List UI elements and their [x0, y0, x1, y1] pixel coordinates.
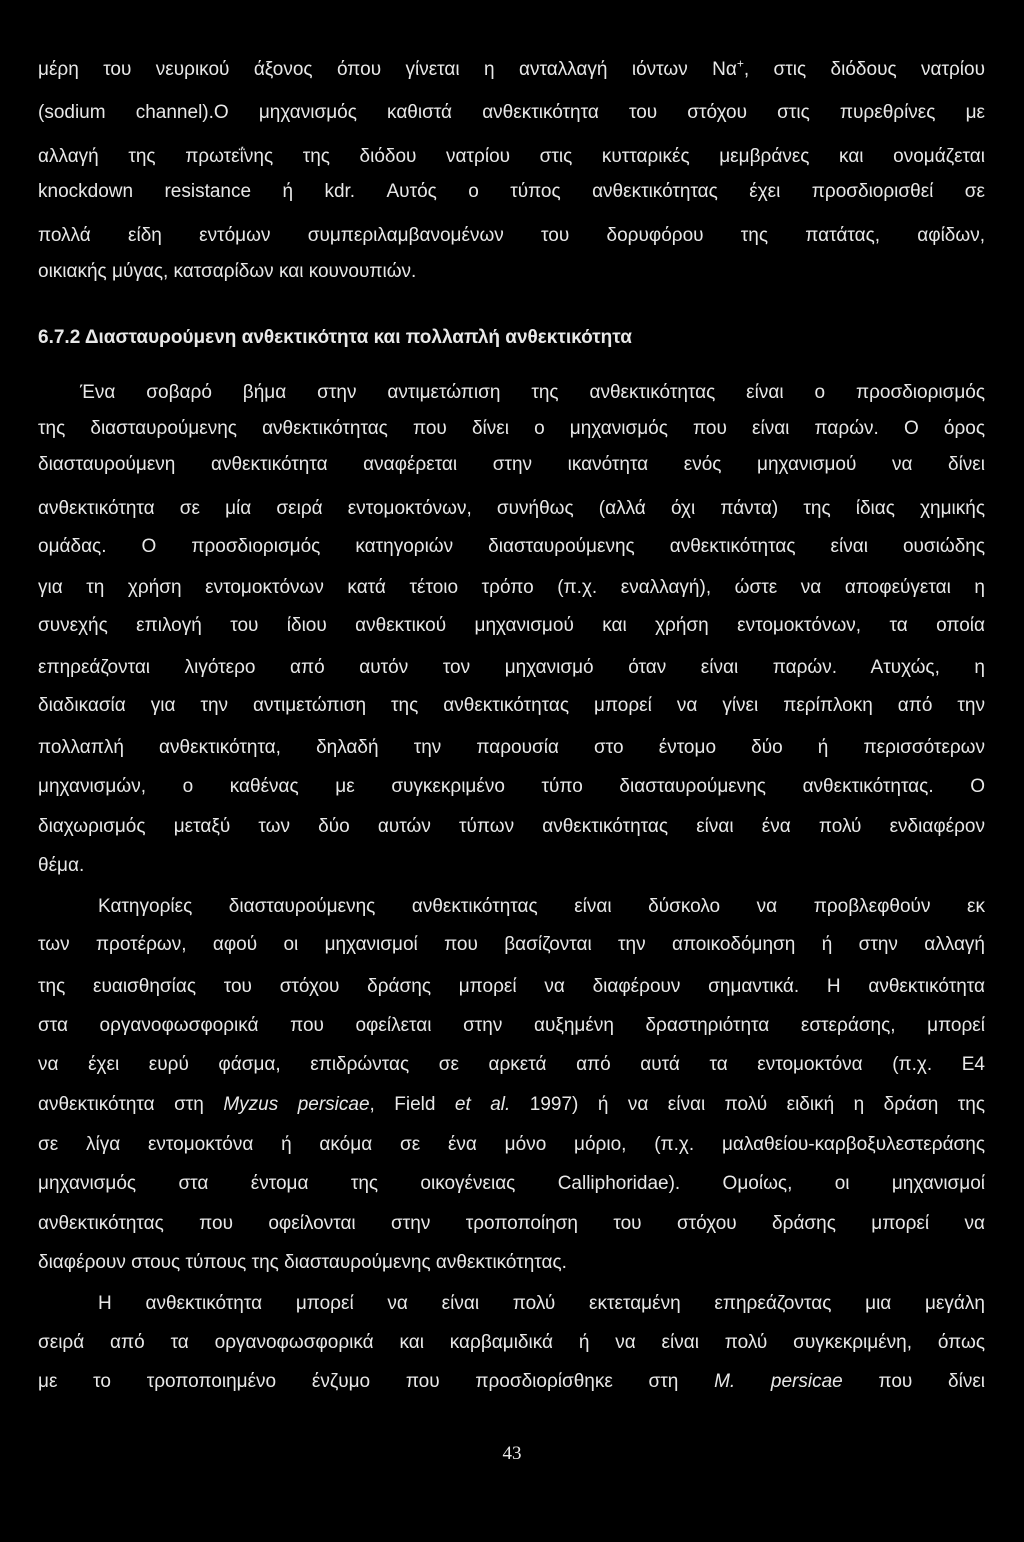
text-segment: , στις διόδους νατρίου: [743, 59, 985, 80]
text-line: θέμα.: [38, 855, 85, 876]
text-line: διαδικασία για την αντιμετώπιση της ανθεκτικότητας μπορεί να γίνει περίπλοκη από την: [38, 695, 985, 716]
text-segment: 1997) ή να είναι πολύ ειδική η δράση της: [510, 1094, 985, 1115]
text-line: να έχει ευρύ φάσμα, επιδρώντας σε αρκετά από αυτά τα εντομοκτόνα (π.χ. Ε4: [38, 1054, 985, 1075]
text-segment: μέρη του νευρικού άξονος όπου γίνεται η ανταλλαγή ιόντων Να: [38, 59, 737, 80]
text-line: των προτέρων, αφού οι μηχανισμοί που βασίζονται την αποικοδόμηση ή στην αλλαγή: [38, 934, 985, 955]
citation-etal: et al.: [454, 1094, 511, 1115]
text-line: σε λίγα εντομοκτόνα ή ακόμα σε ένα μόνο μόριο, (π.χ. μαλαθείου-καρβοξυλεστεράσης: [38, 1134, 985, 1155]
text-line: της διασταυρούμενης ανθεκτικότητας που δίνει ο μηχανισμός που είναι παρών. Ο όρος: [38, 418, 985, 439]
text-segment: που δίνει: [842, 1371, 986, 1392]
text-line: [38, 1093, 985, 1117]
text-line: διαφέρουν στους τύπους της διασταυρούμενης ανθεκτικότητας.: [38, 1252, 567, 1273]
text-line: για τη χρήση εντομοκτόνων κατά τέτοιο τρόπο (π.χ. εναλλαγή), ώστε να αποφεύγεται η: [38, 577, 985, 598]
text-segment: , Field: [369, 1094, 455, 1115]
section-heading: 6.7.2 Διασταυρούμενη ανθεκτικότητα και πολλαπλή ανθεκτικότητα: [38, 327, 632, 348]
text-line: Κατηγορίες διασταυρούμενης ανθεκτικότητας είναι δύσκολο να προβλεφθούν εκ: [98, 896, 985, 917]
text-line: Η ανθεκτικότητα μπορεί να είναι πολύ εκτεταμένη επηρεάζοντας μια μεγάλη: [98, 1293, 985, 1314]
text-line: πολλά είδη εντόμων συμπεριλαμβανομένων του δορυφόρου της πατάτας, αφίδων,: [38, 225, 985, 246]
text-line: Ένα σοβαρό βήμα στην αντιμετώπιση της ανθεκτικότητας είναι ο προσδιορισμός: [80, 382, 985, 403]
text-line: (sodium channel).Ο μηχανισμός καθιστά ανθεκτικότητα του στόχου στις πυρεθρίνες με: [38, 102, 985, 123]
text-line: knockdown resistance ή kdr. Αυτός ο τύπος ανθεκτικότητας έχει προσδιορισθεί σε: [38, 181, 985, 202]
text-line: μηχανισμός στα έντομα της οικογένειας Calliphoridae). Ομοίως, οι μηχανισμοί: [38, 1173, 985, 1194]
page-number: 43: [502, 1443, 522, 1464]
text-line: ομάδας. Ο προσδιορισμός κατηγοριών διασταυρούμενης ανθεκτικότητας είναι ουσιώδης: [38, 536, 985, 557]
text-line: οικιακής μύγας, κατσαρίδων και κουνουπιών.: [38, 261, 417, 282]
text-line: συνεχής επιλογή του ίδιου ανθεκτικού μηχανισμού και χρήση εντομοκτόνων, τα οποία: [38, 615, 985, 636]
text-line: ανθεκτικότητας που οφείλονται στην τροποποίηση του στόχου δράσης μπορεί να: [38, 1213, 985, 1234]
text-line: διασταυρούμενη ανθεκτικότητα αναφέρεται στην ικανότητα ενός μηχανισμού να δίνει: [38, 454, 985, 475]
text-line: διαχωρισμός μεταξύ των δύο αυτών τύπων ανθεκτικότητας είναι ένα πολύ ενδιαφέρον: [38, 816, 985, 837]
species-name: M. persicae: [714, 1371, 843, 1392]
species-name: Myzus persicae: [223, 1094, 370, 1115]
text-line: πολλαπλή ανθεκτικότητα, δηλαδή την παρουσία στο έντομο δύο ή περισσότερων: [38, 737, 985, 758]
text-line: σειρά από τα οργανοφωσφορικά και καρβαμιδικά ή να είναι πολύ συγκεκριμένη, όπως: [38, 1332, 985, 1353]
text-line: αλλαγή της πρωτεΐνης της διόδου νατρίου στις κυτταρικές μεμβράνες και ονομάζεται: [38, 146, 985, 167]
text-segment: με το τροποποιημένο ένζυμο που προσδιορίσθηκε στη: [38, 1371, 715, 1392]
text-line: [38, 58, 985, 82]
text-line: επηρεάζονται λιγότερο από αυτόν τον μηχανισμό όταν είναι παρών. Ατυχώς, η: [38, 657, 985, 678]
text-line: μηχανισμών, ο καθένας με συγκεκριμένο τύπο διασταυρούμενης ανθεκτικότητας. Ο: [38, 776, 985, 797]
text-segment: ανθεκτικότητα στη: [38, 1094, 224, 1115]
text-line: της ευαισθησίας του στόχου δράσης μπορεί να διαφέρουν σημαντικά. Η ανθεκτικότητα: [38, 976, 985, 997]
text-line: [38, 1370, 985, 1394]
text-line: στα οργανοφωσφορικά που οφείλεται στην αυξημένη δραστηριότητα εστεράσης, μπορεί: [38, 1015, 985, 1036]
text-line: ανθεκτικότητα σε μία σειρά εντομοκτόνων, συνήθως (αλλά όχι πάντα) της ίδιας χημικής: [38, 498, 985, 519]
superscript: +: [736, 56, 744, 71]
